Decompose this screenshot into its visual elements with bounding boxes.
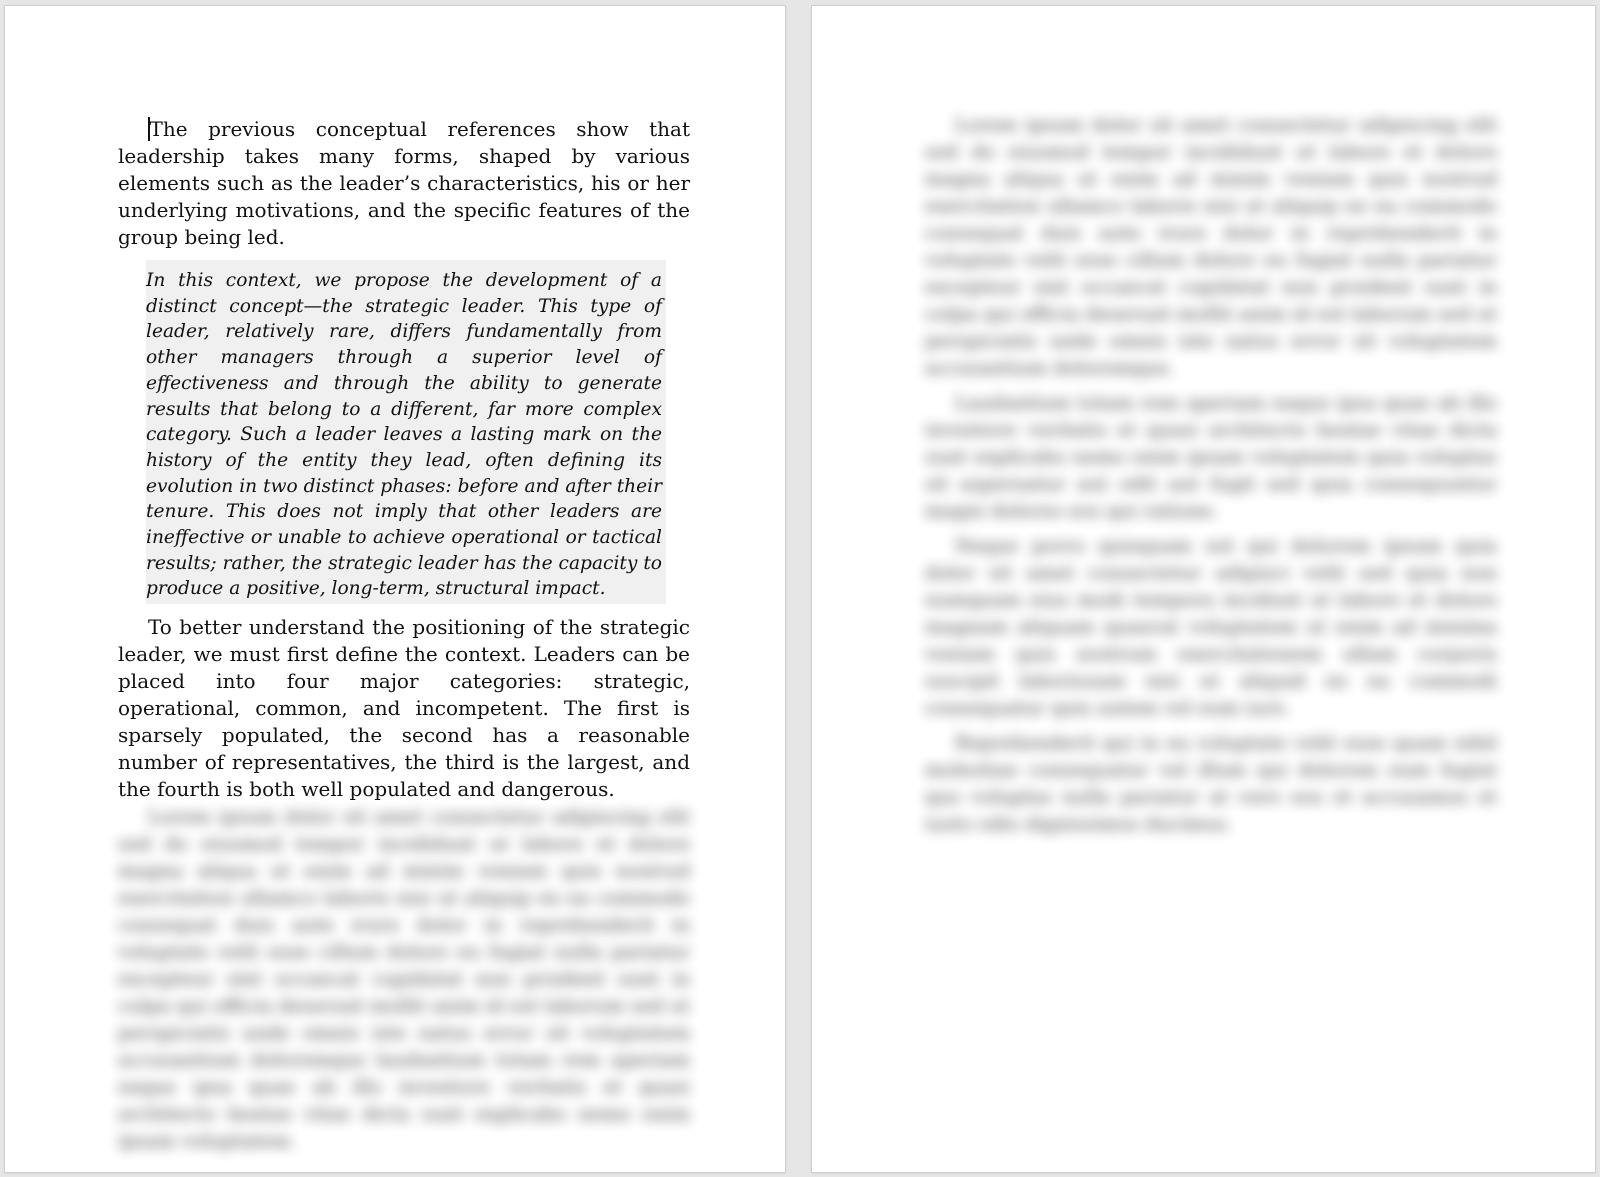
paragraph-2-text: To better understand the positioning of the strategic leader, we must first define the context. Leaders can be placed into four major categories: strategic, operational, common, and incompetent. The first is sparsely populated, the second has a reasonable number of representatives, the third is the largest, and the fourth is both well populated and dangerous.	[118, 615, 690, 801]
paragraph-1-text: The previous conceptual references show that leadership takes many forms, shaped by various elements such as the leader’s characteristics, his or her underlying motivations, and the specific features of the group being led.	[118, 117, 690, 249]
document-page-left[interactable]	[5, 6, 785, 1172]
highlighted-quote-block[interactable]	[146, 260, 666, 604]
blurred-text-region: Lorem ipsum dolor sit amet consectetur adipiscing elit sed do eiusmod tempor incididunt ut labore et dolore magna aliqua ut enim ad minim veniam quis nostrud exercitation ullamco laboris nisi ut aliquip ex ea commodo consequat duis aute irure dolor in reprehenderit in voluptate velit esse cillum dolore eu fugiat nulla pariatur excepteur sint occaecat cupidatat non proident sunt in culpa qui officia deserunt mollit anim id est laborum sed ut perspiciatis unde omnis iste natus error sit voluptatem accusantium doloremque. Laudantium totam rem aperiam eaque ipsa quae ab illo inventore veritatis et quasi architecto beatae vitae dicta sunt explicabo nemo enim ipsam voluptatem quia voluptas sit aspernatur aut odit aut fugit sed quia consequuntur magni dolores eos qui ratione. Neque porro quisquam est qui dolorem ipsum quia dolor sit amet consectetur adipisci velit sed quia non numquam eius modi tempora incidunt ut labore et dolore magnam aliquam quaerat voluptatem ut enim ad minima veniam quis nostrum exercitationem ullam corporis suscipit laboriosam nisi ut aliquid ex ea commodi consequatur quis autem vel eum iure. Reprehenderit qui in ea voluptate velit esse quam nihil molestiae consequatur vel illum qui dolorem eum fugiat quo voluptas nulla pariatur at vero eos et accusamus et iusto odio dignissimos ducimus.	[925, 114, 1497, 835]
body-paragraph[interactable]	[118, 116, 690, 251]
blurred-text-region: Lorem ipsum dolor sit amet consectetur adipiscing elit sed do eiusmod tempor incididunt ut labore et dolore magna aliqua ut enim ad minim veniam quis nostrud exercitation ullamco laboris nisi ut aliquip ex ea commodo consequat duis aute irure dolor in reprehenderit in voluptate velit esse cillum dolore eu fugiat nulla pariatur excepteur sint occaecat cupidatat non proident sunt in culpa qui officia deserunt mollit anim id est laborum sed ut perspiciatis unde omnis iste natus error sit voluptatem accusantium doloremque laudantium totam rem aperiam eaque ipsa quae ab illo inventore veritatis et quasi architecto beatae vitae dicta sunt explicabo nemo enim ipsam voluptatem.	[118, 806, 690, 1152]
document-page-right[interactable]	[812, 6, 1595, 1172]
quote-text: In this context, we propose the development of a distinct concept—the strategic leader. This type of leader, relatively rare, differs fundamentally from other managers through a superior level of effectiveness and through the ability to generate results that belong to a different, far more complex category. Such a leader leaves a lasting mark on the history of the entity they lead, often defining its evolution in two distinct phases: before and after their tenure. This does not imply that other leaders are ineffective or unable to achieve operational or tactical results; rather, the strategic leader has the capacity to produce a positive, long-term, structural impact.	[146, 270, 662, 600]
body-paragraph[interactable]	[118, 614, 690, 803]
